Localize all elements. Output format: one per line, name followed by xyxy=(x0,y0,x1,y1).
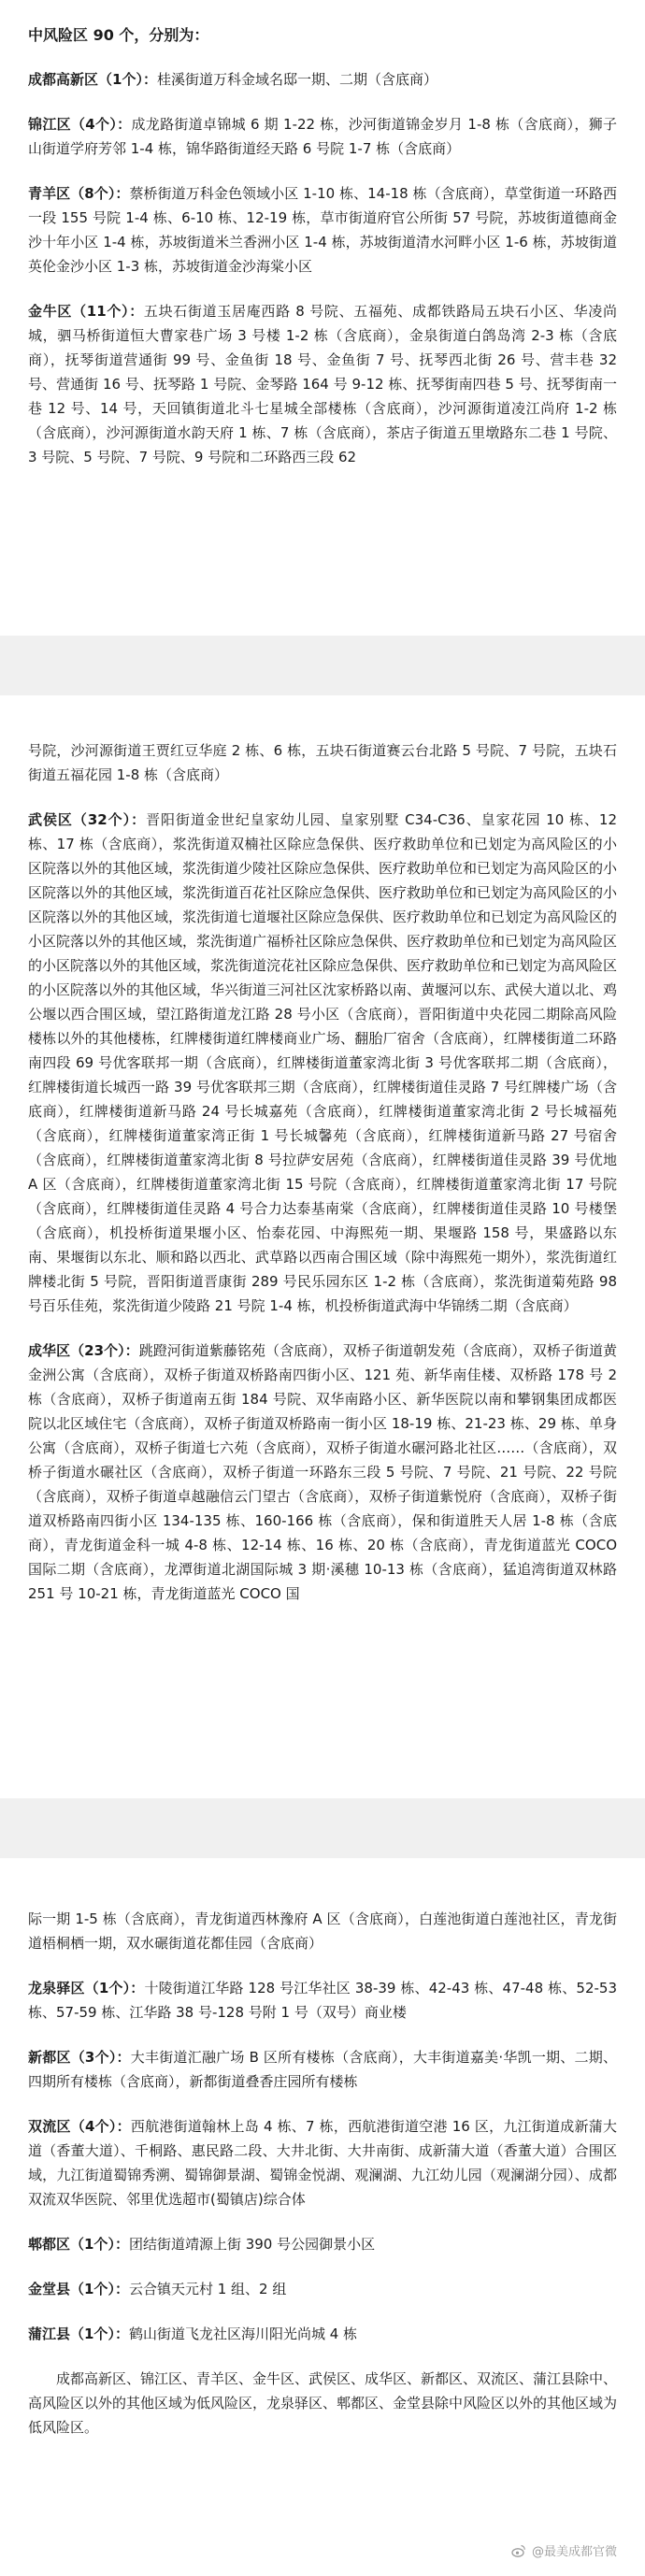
section-divider xyxy=(0,1798,645,1858)
document-panel-2 xyxy=(0,695,645,1798)
district-name: 新都区（3个）： xyxy=(28,2049,131,2066)
district-text: 跳蹬河街道紫藤铭苑（含底商），双桥子街道朝发苑（含底商），双桥子街道黄金洲公寓（含底商），双桥子街道双桥路南四街小区、121 苑、新华南佳楼、双桥路 178 号 2 栋（含底商），双桥子街道南五街 184 号院、双华南路小区、新华医院以南和攀钢集团成都医院以北区域住宅（含底商），双桥子街道双桥路南一街小区 18-19 栋、21-23 栋、29 栋、单身公寓（含底商），双桥子街道七六苑（含底商），双桥子街道水碾河路北社区……（含底商），双桥子街道水碾社区（含底商），双桥子街道一环路东三段 5 号院、7 号院、21 号院、22 号院（含底商），双桥子街道卓越融信云门望古（含底商），双桥子街道紫悦府（含底商），双桥子街道双桥路南四街小区 134-135 栋、160-166 栋（含底商），保和街道胜天人居 1-8 栋（含底商），青龙街道金科一城 4-8 栋、12-14 栋、16 栋、20 栋（含底商），青龙街道蓝光 COCO 国际二期（含底商），龙潭街道北湖国际城 3 期·溪穗 10-13 栋（含底商），猛追湾街道双林路 251 号 10-21 栋，青龙街道蓝光 COCO 国 xyxy=(28,1342,617,1602)
district-text: 际一期 1-5 栋（含底商），青龙街道西林豫府 A 区（含底商），白莲池街道白莲池社区，青龙街道梧桐栖一期，双水碾街道花都佳园（含底商） xyxy=(28,1911,617,1952)
district-text: 十陵街道江华路 128 号江华社区 38-39 栋、42-43 栋、47-48 栋、52-53 栋、57-59 栋、江华路 38 号-128 号附 1 号（双号）商业楼 xyxy=(28,1980,617,2021)
district-paragraph xyxy=(28,67,617,92)
district-text: 桂溪街道万科金域名邸一期、二期（含底商） xyxy=(156,71,437,88)
district-name: 青羊区（8个）： xyxy=(28,185,130,202)
district-paragraph xyxy=(28,2322,617,2346)
watermark-text: @最美成都官微 xyxy=(531,2545,617,2559)
district-paragraph xyxy=(28,1338,617,1606)
district-text: 鹤山街道飞龙社区海川阳光尚城 4 栋 xyxy=(128,2326,358,2342)
district-name: 蒲江县（1个）： xyxy=(28,2326,129,2342)
document-panel-3 xyxy=(0,1858,645,2576)
district-text: 成龙路街道卓锦城 6 期 1-22 栋，沙河街道锦金岁月 1-8 栋（含底商），狮子山街道学府芳邻 1-4 栋，锦华路街道经天路 6 号院 1-7 栋（含底商） xyxy=(28,116,617,157)
continued-paragraph xyxy=(28,1907,617,1955)
district-name: 成都高新区（1个）： xyxy=(28,71,157,88)
section-divider xyxy=(0,636,645,695)
district-name: 金牛区（11个）： xyxy=(28,303,144,320)
district-paragraph xyxy=(28,112,617,161)
district-text: 云合镇天元村 1 组、2 组 xyxy=(128,2281,287,2297)
district-paragraph xyxy=(28,299,617,469)
district-text: 晋阳街道金世纪皇家幼儿园、皇家别墅 C34-C36、皇家花园 10 栋、12 栋、17 栋（含底商），浆洗街道双楠社区除应急保供、医疗救助单位和已划定为高风险区的小区院落以外的其他区域，浆洗街道少陵社区除应急保供、医疗救助单位和已划定为高风险区的小区院落以外的其他区域，浆洗街道百花社区除应急保供、医疗救助单位和已划定为高风险区的小区院落以外的其他区域，浆洗街道七道堰社区除应急保供、医疗救助单位和已划定为高风险区的小区院落以外的其他区域，浆洗街道广福桥社区除应急保供、医疗救助单位和已划定为高风险区的小区院落以外的其他区域，浆洗街道浣花社区除应急保供、医疗救助单位和已划定为高风险区的小区院落以外的其他区域，华兴街道三河社区沈家桥路以南、黄堰河以东、武侯大道以北、鸡公堰以西合围区域，望江路街道龙江路 28 号小区（含底商），晋阳街道中央花园二期除高风险楼栋以外的其他楼栋，红牌楼街道红牌楼商业广场、翻胎厂宿舍（含底商），红牌楼街道二环路南四段 69 号优客联邦一期（含底商），红牌楼街道董家湾北街 3 号优客联邦二期（含底商），红牌楼街道长城西一路 39 号优客联邦三期（含底商），红牌楼街道佳灵路 7 号红牌楼广场（含底商），红牌楼街道新马路 24 号长城嘉苑（含底商），红牌楼街道董家湾北街 2 号长城福苑（含底商），红牌楼街道董家湾正街 1 号长城馨苑（含底商），红牌楼街道新马路 27 号宿舍（含底商），红牌楼街道董家湾北街 8 号拉萨安居苑（含底商），红牌楼街道佳灵路 39 号优地 A 区（含底商），红牌楼街道董家湾北街 15 号院（含底商），红牌楼街道董家湾北街 17 号院（含底商），红牌楼街道佳灵路 4 号合力达泰基南棠（含底商），红牌楼街道佳灵路 10 号楼堡（含底商），机投桥街道果堰小区、怡泰花园、中海熙苑一期、果堰路 158 号，果盛路以东南、果堰街以东北、顺和路以西北、武草路以西南合围区域（除中海熙苑一期外），浆洗街道红牌楼北街 5 号院，晋阳街道晋康街 289 号民乐园东区 1-2 栋（含底商），浆洗街道菊苑路 98 号百乐佳苑，浆洗街道少陵路 21 号院 1-4 栋，机投桥街道武海中华锦绣二期（含底商） xyxy=(28,811,618,1314)
district-paragraph xyxy=(28,1976,617,2025)
district-name: 双流区（4个）： xyxy=(28,2118,131,2135)
district-name: 龙泉驿区（1个）： xyxy=(28,1980,145,1996)
district-text: 团结街道靖源上街 390 号公园御景小区 xyxy=(128,2236,376,2253)
district-text: 五块石街道玉居庵西路 8 号院、五福苑、成都铁路局五块石小区、华凌尚城，驷马桥街道恒大曹家巷广场 3 号楼 1-2 栋（含底商），金泉街道白鸽岛湾 2-3 栋（含底商），抚琴街道营通街 99 号、金鱼街 18 号、金鱼街 7 号、抚琴西北街 26 号、营丰巷 32 号、营通街 16 号、抚琴路 1 号院、金琴路 164 号 9-12 栋、抚琴街南四巷 5 号、抚琴街南一巷 12 号、14 号，天回镇街道北斗七星城全部楼栋（含底商），沙河源街道凌江尚府 1-2 栋（含底商），沙河源街道水韵天府 1 栋、7 栋（含底商），茶店子街道五里墩路东二巷 1 号院、3 号院、5 号院、7 号院、9 号院和二环路西三段 62 xyxy=(28,303,617,465)
medium-risk-title: 中风险区 90 个，分别为： xyxy=(28,26,209,44)
district-name: 成华区（23个）： xyxy=(28,1342,139,1359)
district-paragraph xyxy=(28,2232,617,2256)
district-name: 锦江区（4个）： xyxy=(28,116,132,133)
district-text: 西航港街道翰林上岛 4 栋、7 栋，西航港街道空港 16 区，九江街道成新蒲大道（香董大道）、千桐路、惠民路二段、大井北街、大井南街、成新蒲大道（香董大道）合围区域，九江街道蜀锦秀溯、蜀锦御景湖、蜀锦金悦湖、观澜湖、九江幼儿园（观澜湖分园）、成都双流双华医院、邻里优选超市(蜀镇店)综合体 xyxy=(28,2118,617,2208)
district-paragraph xyxy=(28,2277,617,2301)
district-name: 武侯区（32个）： xyxy=(28,811,147,828)
district-name: 金堂县（1个）： xyxy=(28,2281,129,2297)
district-paragraph xyxy=(28,808,617,1318)
district-name: 郫都区（1个）： xyxy=(28,2236,129,2253)
district-paragraph xyxy=(28,2045,617,2094)
district-text: 号院，沙河源街道王贾红豆华庭 2 栋、6 栋，五块石街道赛云台北路 5 号院、7 号院，五块石街道五福花园 1-8 栋（含底商） xyxy=(28,742,617,783)
district-paragraph xyxy=(28,2114,617,2211)
document-panel-1 xyxy=(0,0,645,636)
closing-paragraph: 成都高新区、锦江区、青羊区、金牛区、武侯区、成华区、新都区、双流区、蒲江县除中、高风险区以外的其他区域为低风险区，龙泉驿区、郫都区、金堂县除中风险区以外的其他区域为低风险区。 xyxy=(28,2370,618,2436)
district-text: 大丰街道汇融广场 B 区所有楼栋（含底商），大丰街道嘉美·华凯一期、二期、四期所有楼栋（含底商），新都街道叠香庄园所有楼栋 xyxy=(28,2049,617,2090)
weibo-icon xyxy=(511,2543,526,2558)
district-paragraph xyxy=(28,181,617,279)
weibo-watermark xyxy=(511,2541,617,2559)
continued-paragraph xyxy=(28,738,617,787)
district-text: 蔡桥街道万科金色领域小区 1-10 栋、14-18 栋（含底商），草堂街道一环路西一段 155 号院 1-4 栋、6-10 栋、12-19 栋，草市街道府官公所街 57 号院，苏坡街道德商金沙十年小区 1-4 栋，苏坡街道米兰香洲小区 1-4 栋，苏坡街道清水河畔小区 1-6 栋，苏坡街道英伦金沙小区 1-3 栋，苏坡街道金沙海棠小区 xyxy=(28,185,617,275)
